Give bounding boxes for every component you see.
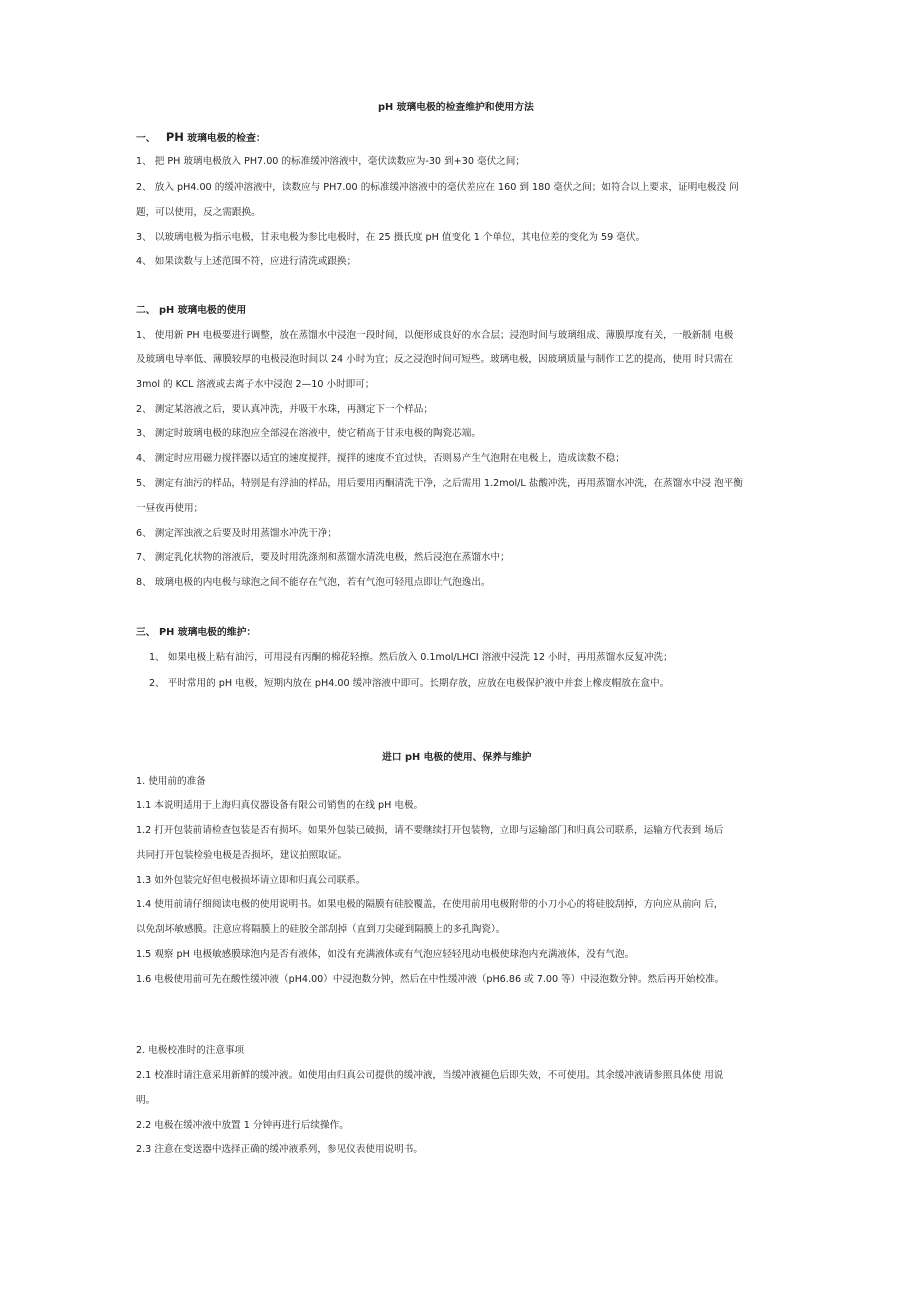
section-heading-3: 三、 PH 玻璃电极的维护： bbox=[136, 627, 257, 638]
paragraph-line: 2.1 校准时请注意采用新鲜的缓冲液。如使用由归真公司提供的缓冲液，当缓冲液褪色后即失效，不可使用。其余缓冲液请参照具体使 用说 bbox=[136, 1070, 724, 1081]
paragraph-line: 共同打开包装检验电极是否损坏，建议拍照取证。 bbox=[136, 850, 348, 861]
paragraph-line: 2.3 注意在变送器中选择正确的缓冲液系列，参见仪表使用说明书。 bbox=[136, 1144, 423, 1155]
paragraph-line: 1.1 本说明适用于上海归真仪器设备有限公司销售的在线 pH 电极。 bbox=[136, 800, 424, 811]
paragraph-line: 3mol 的 KCL 溶液或去离子水中浸泡 2—10 小时即可； bbox=[136, 379, 375, 390]
paragraph-line: 1、 如果电极上粘有油污，可用浸有丙酮的棉花轻擦。然后放入 0.1mol/LHCI 溶液中浸洗 12 小时，再用蒸馏水反复冲洗； bbox=[149, 652, 673, 663]
paragraph-line: 2、 平时常用的 pH 电极，短期内放在 pH4.00 缓冲溶液中即可。长期存放，应放在电极保护液中并套上橡皮帽放在盒中。 bbox=[149, 678, 670, 689]
paragraph-line: 以免刮坏敏感膜。注意应将隔膜上的硅胶全部刮掉（直到刀尖碰到隔膜上的多孔陶瓷）。 bbox=[136, 924, 506, 935]
doc2-title: 进口 pH 电极的使用、保养与维护 bbox=[382, 752, 532, 763]
subsection-heading-1: 1. 使用前的准备 bbox=[136, 776, 206, 787]
paragraph-line: 1.5 观察 pH 电极敏感膜球泡内是否有液体，如没有充满液体或有气泡应轻轻甩动电极使球泡内充满液体，没有气泡。 bbox=[136, 949, 635, 960]
section-heading-text: 玻璃电极的检查： bbox=[183, 133, 266, 144]
subsection-heading-2: 2. 电极校准时的注意事项 bbox=[136, 1045, 245, 1056]
paragraph-line: 1.6 电极使用前可先在酸性缓冲液（pH4.00）中浸泡数分钟，然后在中性缓冲液（pH6.86 或 7.00 等）中浸泡数分钟。然后再开始校准。 bbox=[136, 974, 725, 985]
doc-title: pH 玻璃电极的检查维护和使用方法 bbox=[378, 102, 534, 113]
paragraph-line: 题，可以使用，反之需跟换。 bbox=[136, 207, 261, 218]
paragraph-line: 1.2 打开包装前请检查包装是否有损坏。如果外包装已破损，请不要继续打开包装物，立即与运输部门和归真公司联系，运输方代表到 场后 bbox=[136, 825, 724, 836]
paragraph-line: 7、 测定乳化状物的溶液后，要及时用洗涤剂和蒸馏水清洗电极，然后浸泡在蒸馏水中； bbox=[136, 552, 510, 563]
paragraph-line: 6、 测定浑浊液之后要及时用蒸馏水冲洗干净； bbox=[136, 528, 338, 539]
section-heading-1 bbox=[136, 130, 266, 146]
section-number: 一、 bbox=[136, 133, 156, 144]
paragraph-line: 3、 以玻璃电极为指示电极，甘汞电极为参比电极时，在 25 摄氏度 pH 值变化 1 个单位，其电位差的变化为 59 毫伏。 bbox=[136, 232, 646, 243]
paragraph-line: 8、 玻璃电极的内电极与球泡之间不能存在气泡，若有气泡可轻甩点即让气泡逸出。 bbox=[136, 577, 491, 588]
paragraph-line: 3、 测定时玻璃电极的球泡应全部浸在溶液中，使它稍高于甘汞电极的陶瓷芯端。 bbox=[136, 428, 481, 439]
section-heading-emph: PH bbox=[165, 130, 184, 144]
paragraph-line: 2、 测定某溶液之后，要认真冲洗，并吸干水珠，再测定下一个样品； bbox=[136, 404, 433, 415]
paragraph-line: 一昼夜再使用； bbox=[136, 503, 204, 514]
paragraph-line: 4、 如果读数与上述范围不符，应进行清洗或跟换； bbox=[136, 256, 357, 267]
paragraph-line: 及玻璃电导率低、薄膜较厚的电极浸泡时间以 24 小时为宜；反之浸泡时间可短些。玻璃电极，因玻璃质量与制作工艺的提高，使用 时只需在 bbox=[136, 354, 733, 365]
section-heading-2: 二、 pH 玻璃电极的使用 bbox=[136, 305, 247, 316]
paragraph-line: 2、 放入 pH4.00 的缓冲溶液中，读数应与 PH7.00 的标准缓冲溶液中的毫伏差应在 160 到 180 毫伏之间；如符合以上要求，证明电极没 问 bbox=[136, 182, 739, 193]
paragraph-line: 明。 bbox=[136, 1095, 156, 1106]
paragraph-line: 1.4 使用前请仔细阅读电极的使用说明书。如果电极的隔膜有硅胶覆盖，在使用前用电极附带的小刀小心的将硅胶刮掉，方向应从前向 后， bbox=[136, 899, 724, 910]
paragraph-line: 4、 测定时应用磁力搅拌器以适宜的速度搅拌，搅拌的速度不宜过快，否则易产生气泡附在电极上，造成读数不稳； bbox=[136, 453, 625, 464]
paragraph-line: 1、 使用新 PH 电极要进行调整，放在蒸馏水中浸泡一段时间，以便形成良好的水合层；浸泡时间与玻璃组成、薄膜厚度有关，一般新制 电极 bbox=[136, 330, 734, 341]
paragraph-line: 1.3 如外包装完好但电极损坏请立即和归真公司联系。 bbox=[136, 875, 366, 886]
paragraph-line: 5、 测定有油污的样品，特别是有浮油的样品，用后要用丙酮清洗干净，之后需用 1.2mol/L 盐酸冲洗，再用蒸馏水冲洗，在蒸馏水中浸 泡平衡 bbox=[136, 478, 743, 489]
paragraph-line: 1、 把 PH 玻璃电极放入 PH7.00 的标准缓冲溶液中，毫伏读数应为-30 到+30 毫伏之间； bbox=[136, 156, 525, 167]
paragraph-line: 2.2 电极在缓冲液中放置 1 分钟再进行后续操作。 bbox=[136, 1120, 349, 1131]
